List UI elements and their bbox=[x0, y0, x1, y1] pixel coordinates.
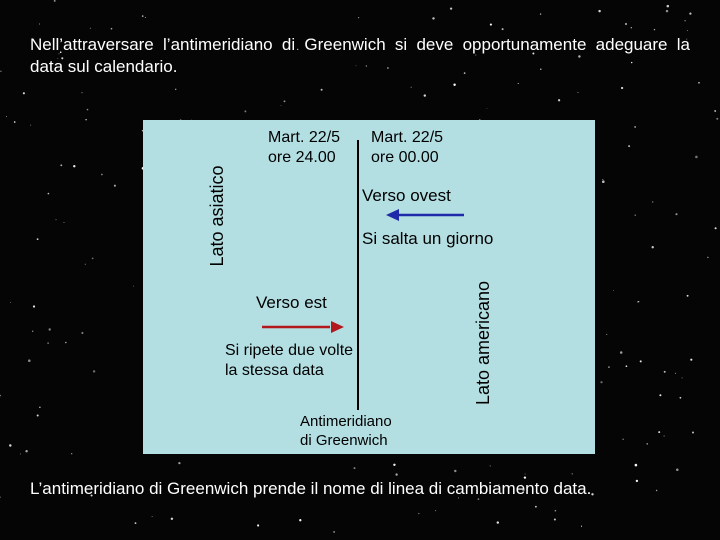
star-dot bbox=[676, 468, 679, 471]
star-dot bbox=[623, 439, 624, 440]
star-dot bbox=[502, 28, 504, 30]
star-dot bbox=[81, 332, 83, 334]
star-dot bbox=[33, 305, 35, 307]
star-dot bbox=[49, 328, 51, 330]
star-dot bbox=[690, 359, 692, 361]
star-dot bbox=[60, 164, 62, 166]
star-dot bbox=[685, 20, 686, 21]
american-side-label: Lato americano bbox=[473, 280, 493, 406]
star-dot bbox=[0, 497, 1, 498]
star-dot bbox=[490, 465, 491, 466]
star-dot bbox=[178, 462, 180, 464]
star-dot bbox=[152, 516, 153, 517]
star-dot bbox=[395, 473, 397, 475]
star-dot bbox=[20, 454, 21, 455]
star-dot bbox=[418, 513, 419, 514]
star-dot bbox=[114, 185, 116, 187]
eastward-label: Verso est bbox=[256, 293, 327, 312]
asian-side-label: Lato asiatico bbox=[207, 165, 227, 267]
star-dot bbox=[715, 227, 717, 229]
star-dot bbox=[518, 83, 519, 84]
intro-text: Nell’attraversare l’antimeridiano di Greenwich si deve opportunamente adeguare la data sul calendario. bbox=[30, 35, 690, 76]
star-dot bbox=[637, 301, 638, 302]
star-dot bbox=[93, 370, 95, 372]
star-dot bbox=[450, 7, 452, 9]
star-dot bbox=[435, 510, 436, 511]
eastward-arrow bbox=[262, 320, 344, 334]
star-dot bbox=[486, 108, 487, 109]
star-dot bbox=[716, 118, 718, 120]
star-dot bbox=[680, 397, 682, 399]
star-dot bbox=[71, 453, 72, 454]
star-dot bbox=[654, 29, 655, 30]
star-dot bbox=[620, 351, 623, 354]
star-dot bbox=[600, 381, 602, 383]
star-dot bbox=[682, 377, 683, 378]
star-dot bbox=[257, 524, 259, 526]
star-dot bbox=[133, 286, 134, 287]
star-dot bbox=[707, 257, 708, 258]
footer-text: L’antimeridiano di Greenwich prende il nome di linea di cambiamento data. bbox=[30, 479, 592, 498]
star-dot bbox=[625, 23, 627, 25]
star-dot bbox=[30, 125, 31, 126]
west-time-label bbox=[268, 128, 340, 168]
star-dot bbox=[64, 222, 65, 223]
star-dot bbox=[692, 432, 694, 434]
star-dot bbox=[555, 510, 557, 512]
star-dot bbox=[635, 464, 638, 467]
star-dot bbox=[85, 264, 86, 265]
star-dot bbox=[608, 366, 610, 368]
star-dot bbox=[39, 407, 40, 408]
star-dot bbox=[634, 126, 635, 127]
star-dot bbox=[321, 89, 323, 91]
star-dot bbox=[602, 180, 605, 183]
star-dot bbox=[687, 30, 688, 31]
star-dot bbox=[698, 82, 700, 84]
star-dot bbox=[48, 193, 50, 195]
antimeridian-label-line2: di Greenwich bbox=[300, 432, 388, 449]
star-dot bbox=[659, 394, 661, 396]
star-dot bbox=[432, 17, 434, 19]
star-dot bbox=[87, 109, 89, 111]
star-dot bbox=[101, 174, 103, 176]
star-dot bbox=[9, 444, 11, 446]
star-dot bbox=[621, 87, 623, 89]
star-dot bbox=[411, 87, 412, 88]
star-dot bbox=[664, 371, 666, 373]
star-dot bbox=[652, 246, 654, 248]
star-dot bbox=[244, 110, 246, 112]
star-dot bbox=[667, 5, 670, 8]
star-dot bbox=[37, 238, 39, 240]
star-dot bbox=[299, 519, 301, 521]
antimeridian-label-line1: Antimeridiano bbox=[300, 413, 392, 430]
west-time-line2: ore 24.00 bbox=[268, 149, 336, 166]
star-dot bbox=[675, 213, 677, 215]
star-dot bbox=[490, 24, 492, 26]
star-dot bbox=[454, 470, 456, 472]
star-dot bbox=[647, 443, 648, 444]
star-dot bbox=[581, 526, 582, 527]
east-time-label bbox=[371, 128, 443, 168]
star-dot bbox=[714, 110, 716, 112]
antimeridian-line bbox=[357, 140, 359, 410]
star-dot bbox=[602, 179, 603, 180]
star-dot bbox=[689, 13, 691, 15]
star-dot bbox=[28, 359, 31, 362]
star-dot bbox=[284, 100, 286, 102]
star-dot bbox=[142, 15, 144, 17]
star-dot bbox=[111, 28, 113, 30]
star-dot bbox=[353, 467, 355, 469]
east-time-line2: ore 00.00 bbox=[371, 149, 439, 166]
star-dot bbox=[598, 10, 600, 12]
star-dot bbox=[606, 334, 607, 335]
star-dot bbox=[664, 435, 665, 436]
star-dot bbox=[81, 92, 82, 93]
star-dot bbox=[535, 506, 537, 508]
star-dot bbox=[39, 24, 40, 25]
star-dot bbox=[666, 10, 668, 12]
star-dot bbox=[540, 13, 541, 14]
eastward-arrow-head bbox=[331, 321, 344, 333]
eastward-effect-line2: la stessa data bbox=[225, 362, 324, 379]
star-dot bbox=[424, 94, 426, 96]
star-dot bbox=[6, 116, 7, 117]
star-dot bbox=[25, 450, 27, 452]
star-dot bbox=[652, 201, 653, 202]
star-dot bbox=[658, 431, 660, 433]
star-dot bbox=[640, 360, 642, 362]
star-dot bbox=[90, 28, 91, 29]
eastward-effect-label bbox=[225, 341, 353, 381]
star-dot bbox=[0, 70, 2, 72]
star-dot bbox=[631, 27, 632, 28]
antimeridian-label bbox=[300, 412, 392, 450]
star-dot bbox=[554, 518, 556, 520]
star-dot bbox=[135, 522, 137, 524]
star-dot bbox=[626, 365, 628, 367]
star-dot bbox=[675, 373, 676, 374]
star-dot bbox=[578, 92, 579, 93]
star-dot bbox=[171, 518, 173, 520]
star-dot bbox=[453, 83, 455, 85]
star-dot bbox=[695, 156, 698, 159]
star-dot bbox=[145, 17, 146, 18]
west-time-line1: Mart. 22/5 bbox=[268, 129, 341, 146]
star-dot bbox=[65, 342, 67, 344]
star-dot bbox=[558, 99, 560, 101]
westward-effect-label: Si salta un giorno bbox=[362, 229, 494, 248]
star-dot bbox=[358, 17, 359, 18]
star-dot bbox=[10, 302, 11, 303]
star-dot bbox=[32, 331, 33, 332]
star-dot bbox=[92, 258, 94, 260]
star-dot bbox=[55, 219, 56, 220]
westward-arrow-head bbox=[386, 209, 399, 221]
star-dot bbox=[333, 531, 335, 533]
star-dot bbox=[54, 0, 56, 2]
star-dot bbox=[497, 521, 499, 523]
star-dot bbox=[23, 92, 25, 94]
star-dot bbox=[14, 121, 16, 123]
star-dot bbox=[47, 342, 49, 344]
star-dot bbox=[525, 474, 526, 475]
star-dot bbox=[73, 165, 75, 167]
star-dot bbox=[393, 464, 395, 466]
westward-arrow bbox=[386, 208, 466, 222]
star-dot bbox=[0, 395, 1, 397]
star-dot bbox=[687, 295, 689, 297]
star-dot bbox=[37, 414, 39, 416]
star-dot bbox=[613, 290, 614, 291]
star-dot bbox=[635, 214, 636, 215]
eastward-effect-line1: Si ripete due volte bbox=[225, 342, 354, 359]
east-time-line1: Mart. 22/5 bbox=[371, 129, 444, 146]
westward-label: Verso ovest bbox=[362, 186, 451, 205]
star-dot bbox=[281, 105, 282, 106]
star-dot bbox=[85, 119, 86, 120]
star-dot bbox=[175, 89, 176, 90]
star-dot bbox=[628, 145, 630, 147]
star-dot bbox=[572, 473, 573, 474]
